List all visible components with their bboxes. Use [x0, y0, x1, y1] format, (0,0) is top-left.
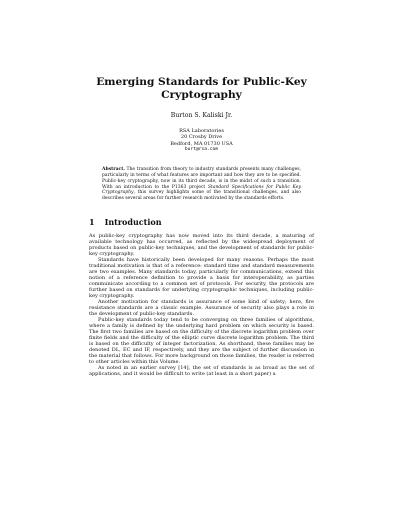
- body-paragraph: Public-key standards today tend to be converging on three families of algorithms, where a family is defined by the underlying hard problem on which security is based. The first two families are based on the difficulty of the discrete logarithm problem over finite fields and the difficulty of the elliptic curve discrete logarithm problem. The third is based on the difficulty of integer factorization. As shorthand, these families may be denoted DL, EC and IF, respectively, and they are the subject of further discussion in the material that follows. For more background on those families, the reader is referred to other articles within this Volume.: [89, 316, 314, 365]
- affiliation-block: [89, 128, 314, 153]
- author-email: burt@rsa.com: [184, 146, 219, 152]
- affiliation-street: 20 Crosby Drive: [180, 134, 223, 141]
- abstract-text-start: The transition from theory to industry standards presents many challenges, particularly in terms of what features are important and how they are to be specified. Public-key cryptography, now in its third decade, is in the midst of such a transition. With an introduction to the P1363 project: [102, 167, 301, 190]
- body-paragraph: As noted in an earlier survey [14], the set of standards is as broad as the set of applications, and it would be difficult to write (at least in a short paper) a: [89, 364, 314, 377]
- abstract: [102, 167, 301, 202]
- section-title: Introduction: [104, 216, 162, 227]
- author-name: Burton S. Kaliski Jr.: [170, 112, 233, 119]
- section-number: 1: [89, 216, 95, 227]
- paper-title: Emerging Standards for Public-Key Cryptography: [96, 76, 307, 101]
- abstract-text-end: , this survey highlights some of the transitional challenges, and also describes several areas for further research motivated by the standards efforts.: [102, 190, 301, 202]
- abstract-text-emphasis: Standard Specifications for Public Key Cryptography: [102, 184, 301, 196]
- abstract-label: Abstract.: [102, 167, 125, 173]
- section-heading: [89, 217, 314, 227]
- body-paragraph: Another motivation for standards is assurance of some kind of safety; here, fire resistance standards are a classic example. Assurance of security also plays a role in the development of public-key standards.: [89, 298, 314, 317]
- body-paragraph: Standards have historically been developed for many reasons. Perhaps the most traditional motivation is that of a reference: standard time and standard measurements are two examples. Many standards today, particularly for communications, extend this notion of a reference definition to provide a basis for interoperability, as parties communicate according to a common set of protocols. For security, the protocols are further based on standards for underlying cryptographic techniques, including public-key cryptography.: [89, 256, 314, 299]
- affiliation-org: RSA Laboratories: [179, 128, 224, 134]
- affiliation-city: Bedford, MA 01730 USA: [170, 140, 233, 147]
- page-content: [89, 76, 314, 377]
- body-paragraph: As public-key cryptography has now moved into its third decade, a maturing of available technology has occurred, as reflected by the widespread deployment of products based on public-key techniques, and the development of standards for public-key cryptography.: [89, 232, 314, 257]
